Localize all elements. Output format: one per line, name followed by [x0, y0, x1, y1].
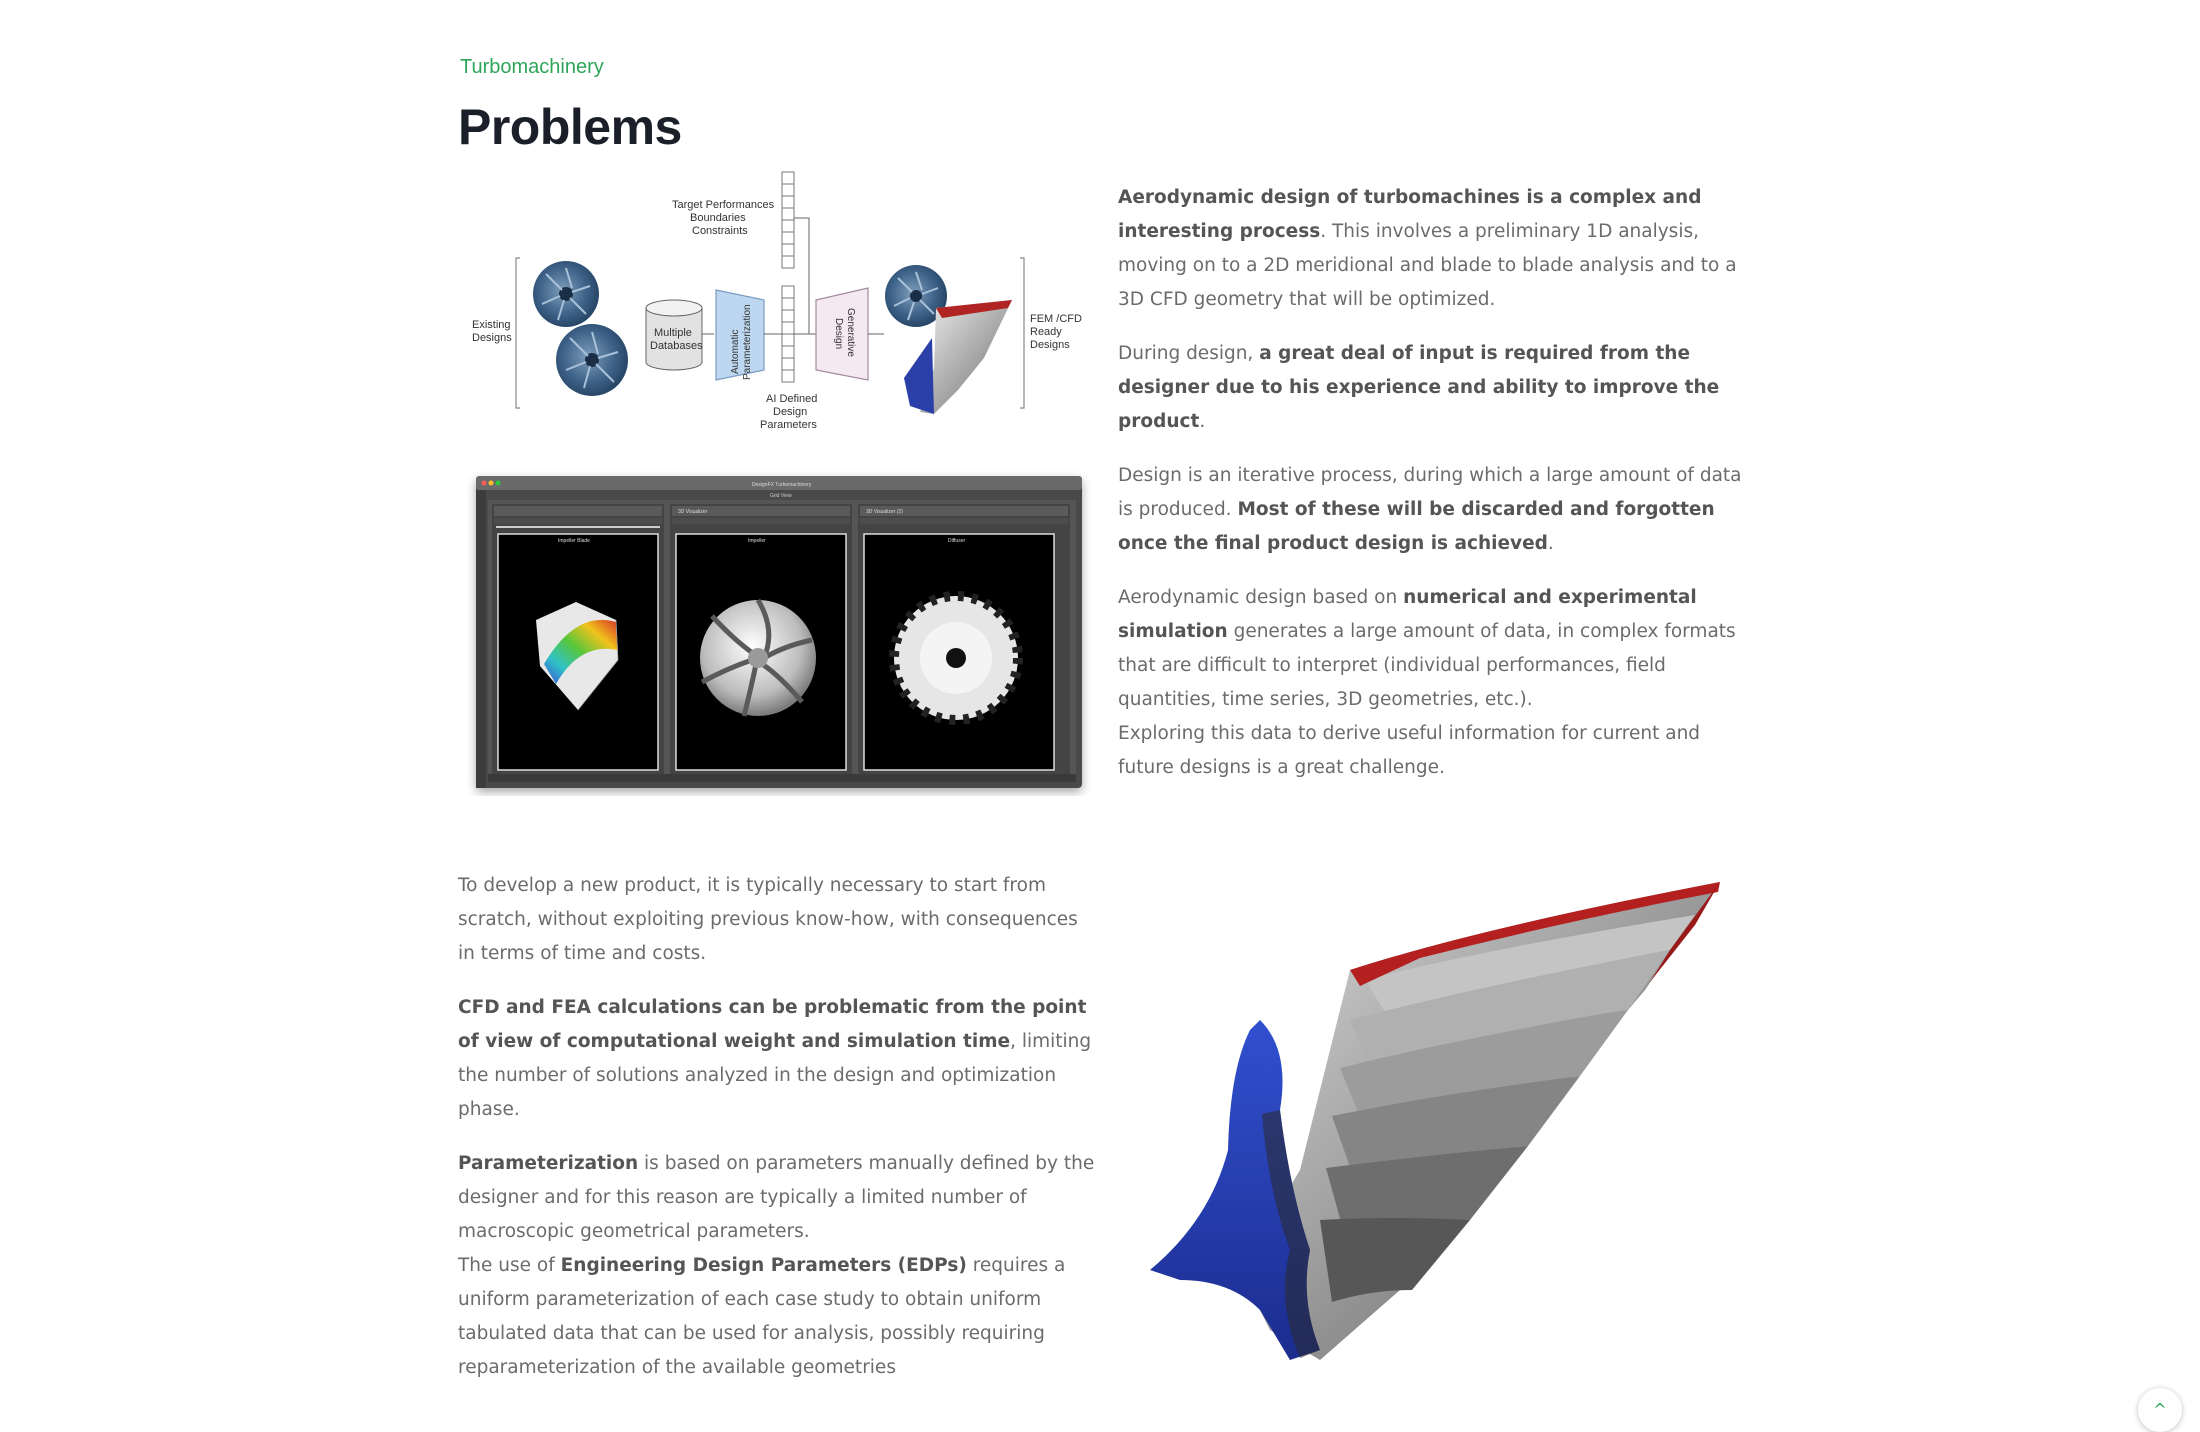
panel-title-2: Impeller: [748, 538, 766, 544]
emphasis: numerical and experimental simulation: [1118, 587, 1697, 642]
existing-label-1: Existing: [472, 319, 511, 331]
text: is based on parameters manually defined by the designer and for this reason are typically a limited number of macroscopic geometrical parameters.: [458, 1153, 1095, 1242]
paragraph: [458, 1147, 1100, 1249]
target-label-2: Boundaries: [690, 212, 746, 224]
text: generates a large amount of data, in complex formats that are difficult to interpret (individual performances, field quantities, time series, 3D geometries, etc.).: [1118, 621, 1736, 710]
param-label-2: Parameterization: [742, 304, 753, 380]
latent-vector-stack: [782, 286, 794, 382]
panel-tab-2: 3D Visualizer: [678, 509, 708, 515]
page-title: Problems: [458, 99, 682, 155]
blade-render-image: [1150, 870, 1735, 1370]
text: .: [1199, 411, 1206, 432]
diffuser-render: [894, 596, 1018, 720]
text: . This involves a preliminary 1D analysis, moving on to a 2D meridional and blade to blade analysis and to a 3D CFD geometry that will be optimized.: [1118, 221, 1737, 310]
ai-label-3: Parameters: [760, 419, 817, 431]
paragraph: [1118, 717, 1758, 785]
paragraph: [1118, 581, 1758, 717]
paragraph: [1118, 459, 1758, 561]
impeller-render: [700, 600, 816, 716]
text: Aerodynamic design based on: [1118, 587, 1404, 608]
text: requires a uniform parameterization of each case study to obtain uniform tabulated data that can be used for analysis, possibly requiring reparameterization of the available geometries: [458, 1255, 1066, 1378]
ai-design-pipeline-diagram: [464, 168, 1088, 438]
software-screenshot: [466, 470, 1092, 796]
existing-label-2: Designs: [472, 332, 512, 344]
emphasis: Most of these will be discarded and forgotten once the final product design is achieved: [1118, 499, 1715, 554]
text: .: [1547, 533, 1554, 554]
text: During design,: [1118, 343, 1260, 364]
panel-title-1: Impeller Blade: [558, 538, 590, 544]
panel-tab-3: 3D Visualizer (2): [866, 509, 903, 515]
text: , limiting the number of solutions analyzed in the design and optimization phase.: [458, 1031, 1092, 1120]
impeller-icon: [533, 261, 599, 327]
paragraph: [458, 869, 1100, 971]
scroll-to-top-button[interactable]: [2138, 1388, 2182, 1432]
fem-label-1: FEM /CFD: [1030, 313, 1082, 325]
target-label-3: Constraints: [692, 225, 748, 237]
window-title: DesignFX Turbomachinery: [752, 482, 812, 488]
blade-band: [1320, 1218, 1470, 1302]
target-label-1: Target Performances: [672, 199, 775, 211]
text: To develop a new product, it is typically necessary to start from scratch, without exploiting previous know-how, with consequences in terms of time and costs.: [458, 875, 1078, 964]
emphasis: CFD and FEA calculations can be problematic from the point of view of computational weight and simulation time: [458, 997, 1087, 1052]
text: The use of: [458, 1255, 561, 1276]
paragraph: [1118, 181, 1758, 317]
ai-label-2: Design: [773, 406, 808, 418]
fem-label-3: Designs: [1030, 339, 1070, 351]
section-eyebrow: Turbomachinery: [460, 56, 604, 78]
text: Design is an iterative process, during which a large amount of data is produced.: [1118, 465, 1742, 520]
emphasis: Aerodynamic design of turbomachines is a complex and interesting process: [1118, 187, 1702, 242]
target-vector-stack: [782, 172, 794, 268]
fem-label-2: Ready: [1030, 326, 1062, 338]
panel-title-3: Diffuser: [948, 538, 966, 544]
view-menu: Grid View: [770, 493, 792, 499]
text: Exploring this data to derive useful information for current and future designs is a great challenge.: [1118, 723, 1701, 778]
paragraph: [458, 1249, 1100, 1385]
databases-label-1: Multiple: [654, 327, 692, 339]
generative-label-2: Design: [833, 318, 844, 350]
paragraph: [458, 991, 1100, 1127]
problems-description-left: [458, 869, 1100, 1405]
generative-label-1: Generative: [845, 308, 856, 357]
emphasis: Parameterization: [458, 1153, 639, 1174]
ai-label-1: AI Defined: [766, 393, 818, 405]
impeller-icon: [556, 324, 628, 396]
emphasis: Engineering Design Parameters (EDPs): [560, 1255, 967, 1276]
databases-label-2: Databases: [650, 340, 703, 352]
param-label-1: Automatic: [730, 329, 741, 374]
emphasis: a great deal of input is required from the designer due to his experience and ability to improve the product: [1118, 343, 1720, 432]
problems-description-right: [1118, 181, 1758, 805]
paragraph: [1118, 337, 1758, 439]
chevron-up-icon: ^: [2153, 1400, 2167, 1419]
